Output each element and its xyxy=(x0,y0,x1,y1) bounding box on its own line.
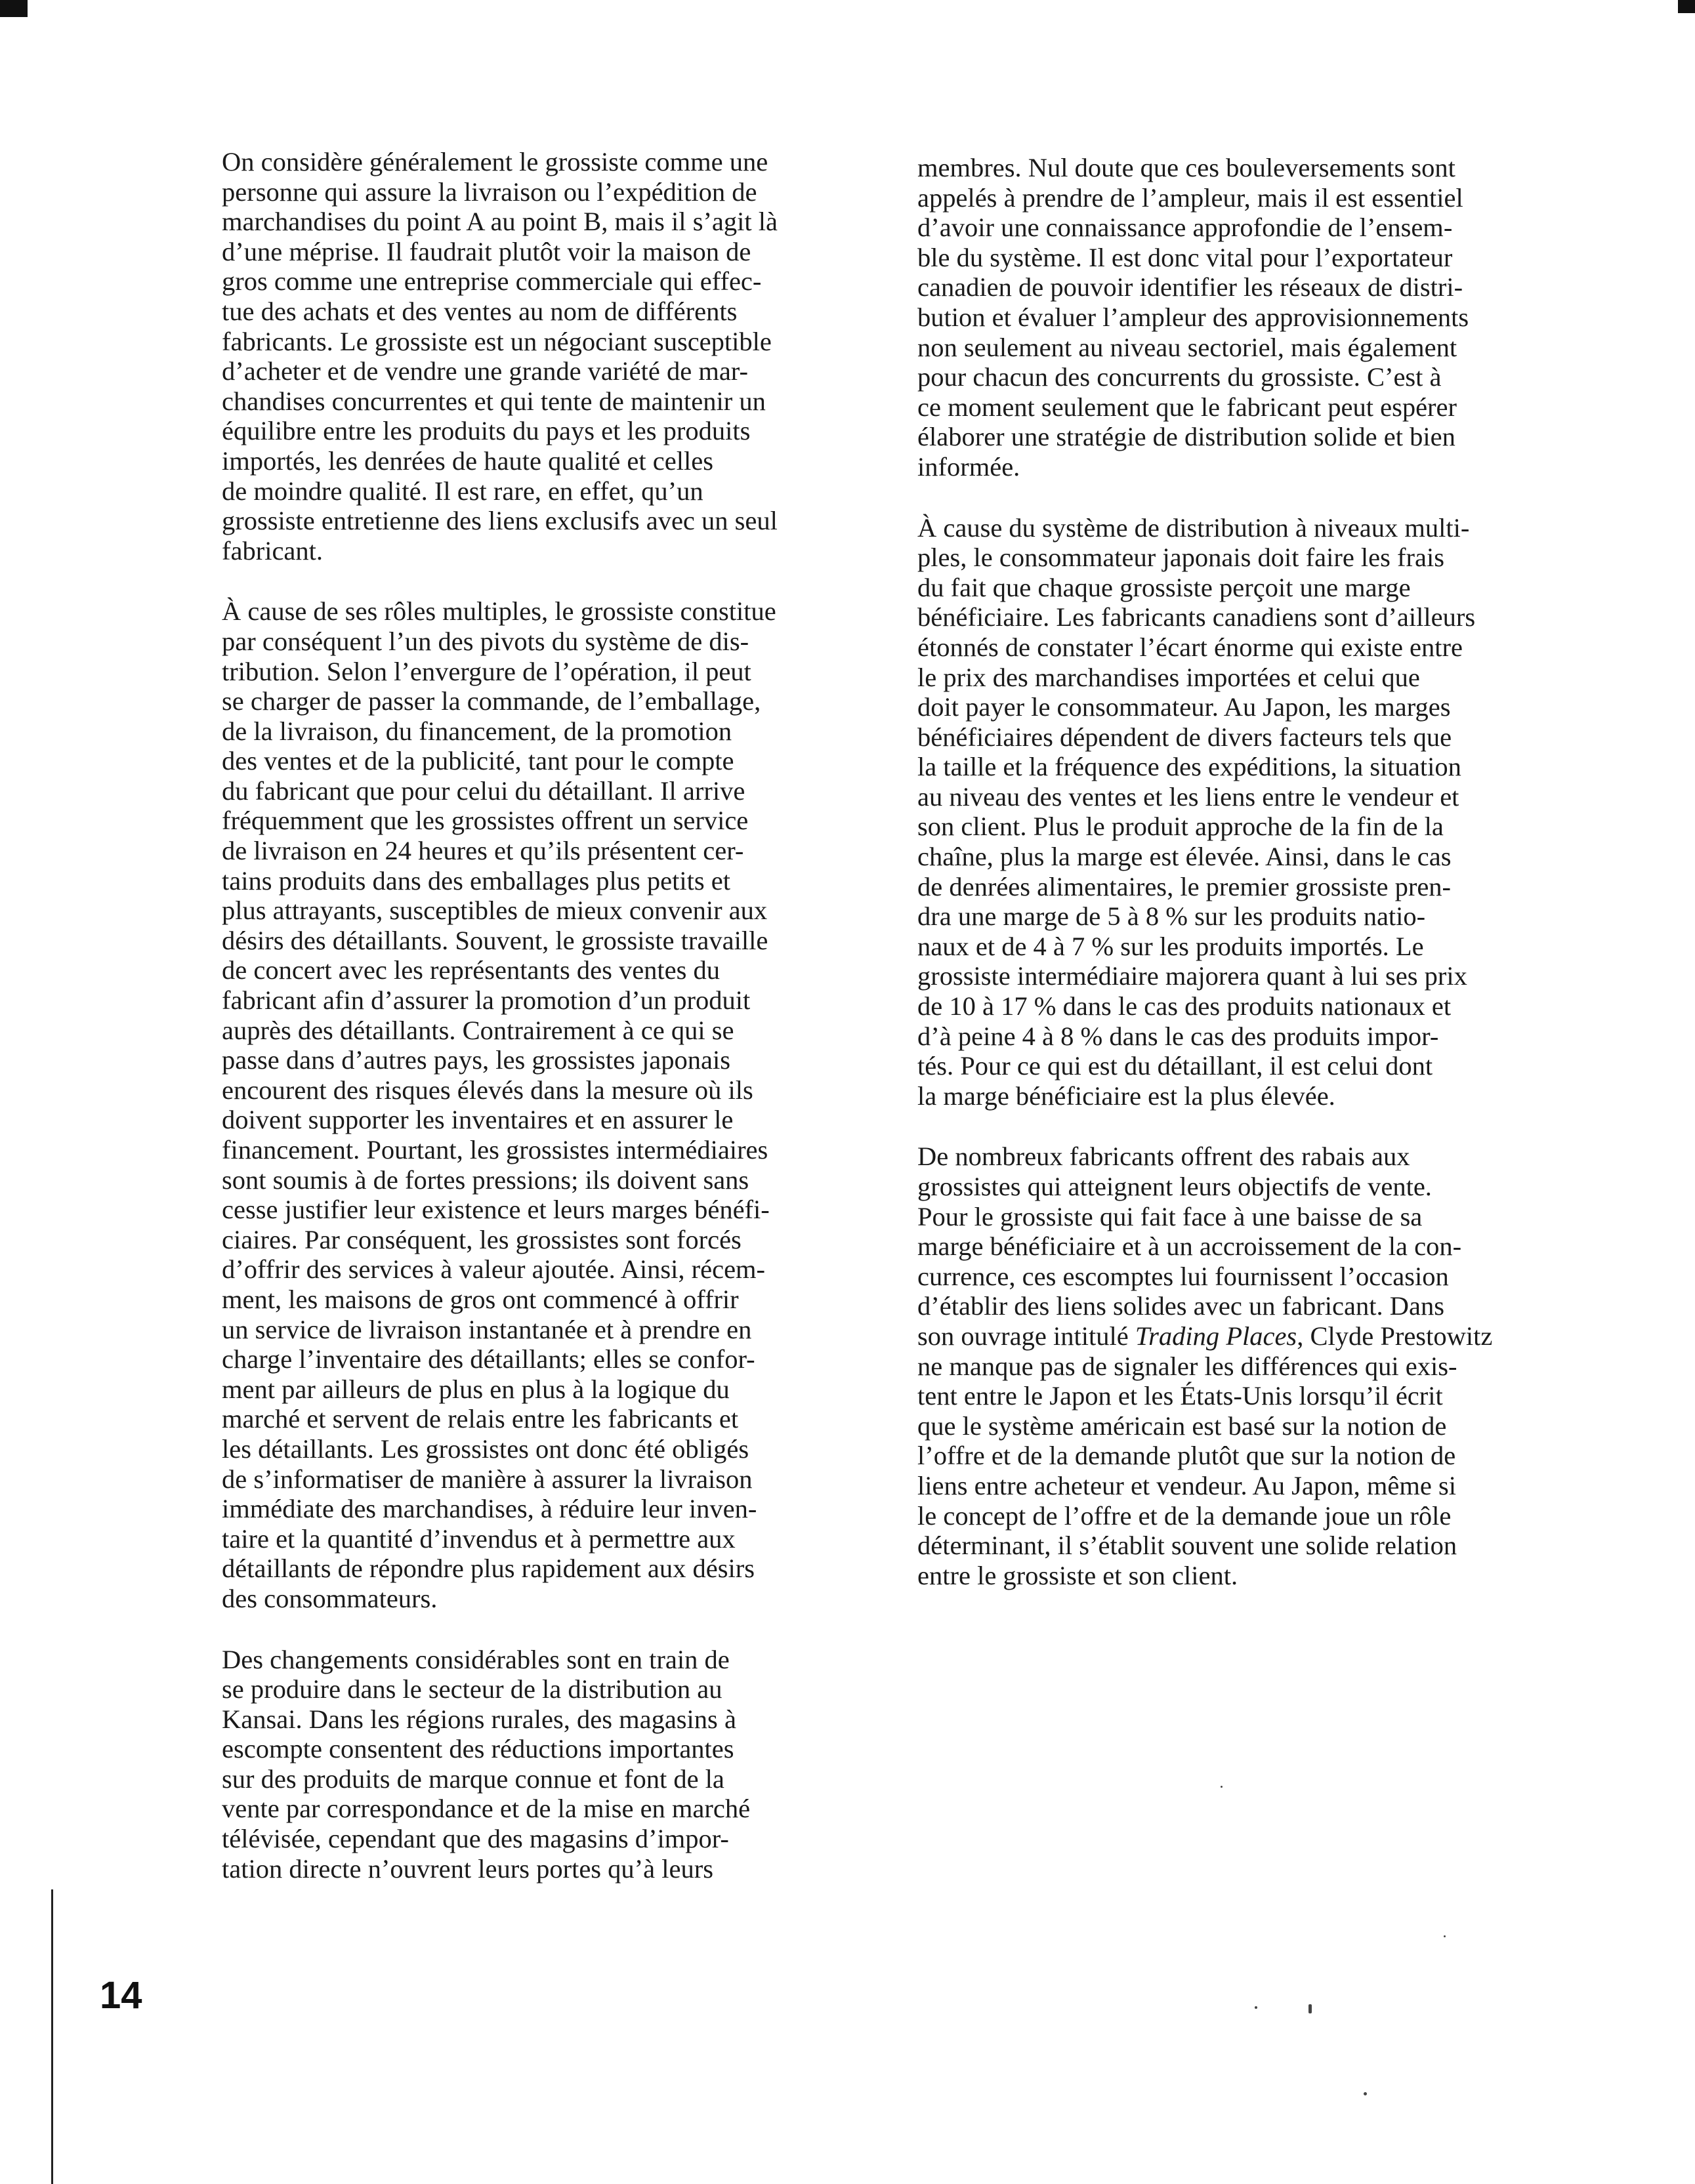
scan-corner-mark xyxy=(1678,0,1695,13)
paragraph: À cause du système de distribution à niveaux multi- ples, le consommateur japonais doit faire les frais du fait que chaque grossiste perçoit une marge bénéficiaire. Les fabricants canadiens sont d’ailleurs étonnés de constater l’écart énorme qui existe entre le prix des marchandises importées et celui que doit payer le consommateur. Au Japon, les marges bénéficiaires dépendent de divers facteurs tels que la taille et la fréquence des expéditions, la situation au niveau des ventes et les liens entre le vendeur et son client. Plus le produit approche de la fin de la chaîne, plus la marge est élevée. Ainsi, dans le cas de denrées alimentaires, le premier grossiste pren- dra une marge de 5 à 8 % sur les produits natio- naux et de 4 à 7 % sur les produits importés. Le grossiste intermédiaire majorera quant à lui ses prix de 10 à 17 % dans le cas des produits nationaux et d’à peine 4 à 8 % dans le cas des produits impor- tés. Pour ce qui est du détaillant, il est celui dont la marge bénéficiaire est la plus élevée. xyxy=(917,512,1476,1111)
scan-speck xyxy=(1364,2092,1367,2095)
scan-speck xyxy=(1444,1935,1446,1937)
scan-speck xyxy=(1255,2006,1257,2009)
scan-speck xyxy=(1308,2004,1312,2013)
paragraph: Des changements considérables sont en train de se produire dans le secteur de la distribution au Kansai. Dans les régions rurales, des magasins à escompte consentent des réductions importantes sur des produits de marque connue et font de la vente par correspondance et de la mise en marché télévisée, cependant que des magasins d’impor- tation directe n’ouvrent leurs portes qu’à leurs xyxy=(222,1644,751,1884)
scan-corner-mark xyxy=(0,0,28,17)
paragraph: membres. Nul doute que ces bouleversements sont appelés à prendre de l’ampleur, mais il est essentiel d’avoir une connaissance approfondie de l’ensem- ble du système. Il est donc vital pour l’exportateur canadien de pouvoir identifier les réseaux de distri- bution et évaluer l’ampleur des approvisionnements non seulement au niveau sectoriel, mais également pour chacun des concurrents du grossiste. C’est à ce moment seulement que le fabricant peut espérer élaborer une stratégie de distribution solide et bien informée. xyxy=(917,153,1469,482)
paragraph: À cause de ses rôles multiples, le grossiste constitue par conséquent l’un des pivots du système de dis- tribution. Selon l’envergure de l’opération, il peut se charger de passer la commande, de l’emballage, de la livraison, du financement, de la promotion des ventes et de la publicité, tant pour le compte du fabricant que pour celui du détaillant. Il arrive fréquemment que les grossistes offrent un service de livraison en 24 heures et qu’ils présentent cer- tains produits dans des emballages plus petits et plus attrayants, susceptibles de mieux convenir aux désirs des détaillants. Souvent, le grossiste travaille de concert avec les représentants des ventes du fabricant afin d’assurer la promotion d’un produit auprès des détaillants. Contrairement à ce qui se passe dans d’autres pays, les grossistes japonais encourent des risques élevés dans la mesure où ils doivent supporter les inventaires et en assurer le financement. Pourtant, les grossistes intermédiaires sont soumis à de fortes pressions; ils doivent sans cesse justifier leur existence et leurs marges bénéfi- ciaires. Par conséquent, les grossistes sont forcés d’offrir des services à valeur ajoutée. Ainsi, récem- ment, les maisons de gros ont commencé à offrir un service de livraison instantanée et à prendre en charge l’inventaire des détaillants; elles se confor- ment par ailleurs de plus en plus à la logique du marché et servent de relais entre les fabricants et les détaillants. Les grossistes ont donc été obligés de s’informatiser de manière à assurer la livraison immédiate des marchandises, à réduire leur inven- taire et la quantité d’invendus et à permettre aux détaillants de répondre plus rapidement aux désirs des consommateurs. xyxy=(222,596,776,1613)
scan-edge-line xyxy=(51,1889,53,2184)
paragraph: De nombreux fabricants offrent des rabais aux grossistes qui atteignent leurs objectifs de vente. Pour le grossiste qui fait face à une baisse de sa marge bénéficiaire et à un accroissement de la con- currence, ces escomptes lui fournissent l’occasion d’établir des liens solides avec un fabricant. Dans son ouvrage intitulé Trading Places, Clyde Prestowitz ne manque pas de signaler les différences qui exis- tent entre le Japon et les États-Unis lorsqu’il écrit que le système américain est basé sur la notion de l’offre et de la demande plutôt que sur la notion de liens entre acheteur et vendeur. Au Japon, même si le concept de l’offre et de la demande joue un rôle déterminant, il s’établit souvent une solide relation entre le grossiste et son client. xyxy=(917,1142,1493,1590)
scan-speck xyxy=(1221,1786,1223,1788)
page-number: 14 xyxy=(100,1974,142,2017)
right-column xyxy=(917,153,1580,1621)
left-column xyxy=(222,147,885,1914)
book-title: Trading Places xyxy=(1135,1321,1297,1351)
paragraph: On considère généralement le grossiste comme une personne qui assure la livraison ou l’expédition de marchandises du point A au point B, mais il s’agit là d’une méprise. Il faudrait plutôt voir la maison de gros comme une entreprise commerciale qui effec- tue des achats et des ventes au nom de différents fabricants. Le grossiste est un négociant susceptible d’acheter et de vendre une grande variété de mar- chandises concurrentes et qui tente de maintenir un équilibre entre les produits du pays et les produits importés, les denrées de haute qualité et celles de moindre qualité. Il est rare, en effet, qu’un grossiste entretienne des liens exclusifs avec un seul fabricant. xyxy=(222,147,778,566)
